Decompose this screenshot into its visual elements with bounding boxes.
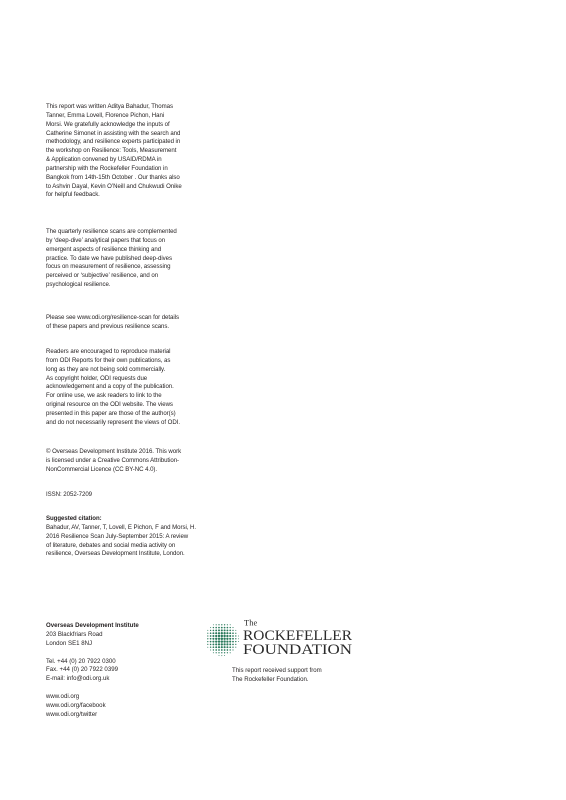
globe-dot bbox=[229, 638, 231, 640]
text-line: Tanner, Emma Lovell, Florence Pichon, Hani bbox=[46, 111, 165, 119]
text-line: to Ashvin Dayal, Kevin O’Neill and Chukwudi Onike bbox=[46, 182, 182, 190]
globe-dot bbox=[210, 641, 212, 643]
globe-dot bbox=[210, 649, 211, 650]
globe-dot bbox=[232, 646, 233, 647]
globe-dot bbox=[218, 635, 220, 637]
globe-dot bbox=[232, 630, 233, 631]
globe-dot bbox=[224, 655, 225, 656]
globe-dot bbox=[210, 644, 212, 646]
odi-name: Overseas Development Institute bbox=[46, 622, 139, 629]
text-line: and do not necessarily represent the views of ODI. bbox=[46, 418, 181, 426]
globe-dot bbox=[215, 646, 217, 648]
globe-dot bbox=[229, 646, 231, 648]
globe-dot bbox=[235, 630, 236, 631]
text-line: of these papers and previous resilience scans. bbox=[46, 322, 170, 330]
text-line: Bangkok from 14th-15th October . Our thanks also bbox=[46, 173, 180, 181]
text-line: presented in this paper are those of the author(s) bbox=[46, 409, 176, 417]
globe-dot bbox=[232, 641, 234, 643]
globe-dot bbox=[215, 629, 217, 631]
globe-dot bbox=[213, 630, 215, 632]
text-line: NonCommercial Licence (CC BY-NC 4.0). bbox=[46, 465, 158, 473]
globe-dot bbox=[221, 624, 222, 625]
globe-dot bbox=[221, 655, 222, 656]
globe-dot bbox=[235, 644, 236, 645]
globe-dot bbox=[224, 627, 226, 629]
text-line: emergent aspects of resilience thinking and bbox=[46, 245, 162, 253]
globe-dot bbox=[221, 643, 223, 645]
globe-dot bbox=[212, 643, 214, 645]
reproduction-notice bbox=[46, 348, 211, 428]
globe-dot bbox=[212, 635, 214, 637]
globe-dot bbox=[221, 638, 224, 641]
text-line: Please see www.odi.org/resilience-scan for details bbox=[46, 314, 179, 321]
globe-dot bbox=[218, 638, 220, 640]
logo-word-foundation: FOUNDATION bbox=[243, 642, 353, 658]
text-line: long as they are not being sold commercially. bbox=[46, 365, 166, 373]
globe-dot bbox=[238, 636, 239, 637]
globe-dot bbox=[229, 635, 231, 637]
globe-dot bbox=[235, 641, 236, 642]
text-line: Readers are encouraged to reproduce material bbox=[46, 348, 171, 355]
resilience-scan-link-paragraph bbox=[46, 314, 211, 332]
globe-dot bbox=[224, 649, 226, 651]
globe-dot bbox=[215, 632, 217, 634]
globe-dot bbox=[230, 652, 231, 653]
globe-dot bbox=[218, 624, 219, 625]
globe-dot bbox=[210, 627, 211, 628]
citation-line: resilience, Overseas Development Institute, London. bbox=[46, 550, 185, 558]
suggested-citation bbox=[46, 515, 211, 559]
globe-dot bbox=[226, 638, 228, 640]
globe-dot bbox=[210, 630, 211, 631]
globe-dot bbox=[207, 633, 208, 634]
globe-dot bbox=[224, 652, 225, 653]
address-line: London SE1 8NJ bbox=[46, 639, 93, 647]
globe-dot bbox=[210, 632, 212, 634]
authors-acknowledgements bbox=[46, 103, 211, 200]
text-line: practice. To date we have published deep-dives bbox=[46, 254, 172, 262]
globe-dot bbox=[226, 632, 228, 634]
globe-dot bbox=[223, 643, 225, 645]
globe-dot bbox=[215, 638, 217, 640]
globe-dot bbox=[207, 647, 208, 648]
text-line: the workshop on Resilience: Tools, Measurement bbox=[46, 147, 177, 155]
globe-dot bbox=[210, 647, 211, 648]
globe-dot bbox=[213, 627, 214, 628]
text-line: for helpful feedback. bbox=[46, 191, 100, 199]
globe-dot bbox=[221, 632, 223, 634]
support-line: The Rockefeller Foundation. bbox=[232, 675, 309, 683]
text-line: is licensed under a Creative Commons Attribution- bbox=[46, 456, 180, 464]
globe-dot bbox=[221, 640, 223, 642]
globe-dot bbox=[230, 627, 231, 628]
copyright-notice bbox=[46, 448, 211, 475]
globe-dot bbox=[238, 641, 239, 642]
issn bbox=[46, 491, 211, 500]
globe-dot bbox=[232, 632, 234, 634]
rockefeller-foundation-logo bbox=[204, 616, 359, 662]
citation-line: 2016 Resilience Scan July-September 2015: A review bbox=[46, 532, 189, 540]
globe-dot bbox=[238, 638, 239, 639]
globe-dot bbox=[229, 643, 231, 645]
text-line: acknowledgement and a copy of the publication. bbox=[46, 383, 174, 391]
website-link[interactable]: www.odi.org bbox=[46, 693, 80, 701]
text-line: For online use, we ask readers to link to the bbox=[46, 392, 162, 400]
globe-dot bbox=[229, 630, 231, 632]
globe-dot bbox=[218, 629, 220, 631]
twitter-link[interactable]: www.odi.org/twitter bbox=[46, 710, 98, 718]
text-line: & Application convened by USAID/RDMA in bbox=[46, 156, 162, 164]
globe-dot bbox=[213, 652, 214, 653]
globe-dot bbox=[232, 627, 233, 628]
globe-dot bbox=[226, 643, 228, 645]
globe-dot bbox=[213, 646, 215, 648]
text-line: partnership with the Rockefeller Foundation in bbox=[46, 164, 168, 172]
address-line: 203 Blackfriars Road bbox=[46, 630, 103, 638]
email-address[interactable]: E-mail: info@odi.org.uk bbox=[46, 675, 110, 683]
globe-dot bbox=[212, 641, 214, 643]
globe-dot bbox=[210, 638, 212, 640]
text-line: methodology, and resilience experts participated in bbox=[46, 138, 181, 146]
text-line: Catherine Simonet in assisting with the search and bbox=[46, 129, 181, 137]
citation-line: of literature, debates and social media activity on bbox=[46, 541, 176, 549]
globe-dot bbox=[230, 624, 231, 625]
globe-dot bbox=[218, 632, 220, 634]
globe-dot bbox=[224, 629, 226, 631]
globe-dot bbox=[213, 624, 214, 625]
globe-dot bbox=[221, 635, 223, 637]
globe-dot bbox=[221, 652, 222, 653]
globe-dot bbox=[223, 635, 225, 637]
globe-dot bbox=[223, 638, 225, 640]
odi-contact-block bbox=[46, 622, 196, 720]
text-line: As copyright holder, ODI requests due bbox=[46, 374, 148, 382]
text-line: from ODI Reports for their own publications, as bbox=[46, 356, 171, 364]
text-line: This report was written Aditya Bahadur, Thomas bbox=[46, 103, 173, 110]
globe-dot bbox=[218, 649, 220, 651]
facebook-link[interactable]: www.odi.org/facebook bbox=[46, 701, 106, 709]
globe-dot bbox=[232, 649, 233, 650]
globe-dot bbox=[227, 624, 228, 625]
globe-dot bbox=[212, 632, 214, 634]
globe-dot bbox=[221, 627, 223, 629]
text-line: perceived or ‘subjective’ resilience, and on bbox=[46, 272, 159, 280]
globe-dot bbox=[232, 644, 234, 646]
logo-word-the: The bbox=[244, 617, 258, 628]
citation-heading: Suggested citation: bbox=[46, 515, 102, 522]
globe-dot bbox=[223, 632, 225, 634]
globe-dot bbox=[221, 646, 223, 648]
globe-dot bbox=[207, 644, 208, 645]
globe-dot bbox=[235, 633, 236, 634]
globe-dot bbox=[216, 652, 217, 653]
globe-dot bbox=[221, 629, 223, 631]
globe-dot bbox=[226, 640, 228, 642]
globe-dot bbox=[226, 635, 228, 637]
text-line: focus on measurement of resilience, assessing bbox=[46, 263, 171, 271]
globe-dot bbox=[215, 640, 217, 642]
globe-dot bbox=[227, 649, 229, 651]
globe-dot bbox=[235, 647, 236, 648]
fax-number: Fax. +44 (0) 20 7922 0399 bbox=[46, 666, 118, 674]
issn-number: ISSN: 2052-7209 bbox=[46, 491, 93, 498]
globe-dot bbox=[224, 624, 225, 625]
globe-dot bbox=[216, 624, 217, 625]
text-line: Morsi. We gratefully acknowledge the inputs of bbox=[46, 120, 170, 128]
globe-dot bbox=[210, 635, 212, 637]
globe-dot bbox=[213, 649, 214, 650]
globe-dot bbox=[207, 630, 208, 631]
globe-dot bbox=[221, 649, 223, 651]
globe-dot bbox=[235, 635, 236, 636]
text-line: psychological resilience. bbox=[46, 281, 111, 289]
globe-dot bbox=[207, 635, 208, 636]
logo-word-rockefeller: ROCKEFELLER bbox=[243, 628, 353, 644]
globe-dot bbox=[223, 640, 225, 642]
text-line: original resource on the ODI website. The views bbox=[46, 401, 173, 409]
globe-dot bbox=[207, 638, 208, 639]
support-line: This report received support from bbox=[232, 667, 322, 674]
globe-dot bbox=[232, 638, 234, 640]
globe-dot bbox=[218, 646, 220, 648]
globe-dot bbox=[232, 635, 234, 637]
globe-dot bbox=[215, 649, 217, 651]
globe-dot bbox=[227, 652, 228, 653]
globe-dot bbox=[227, 627, 229, 629]
globe-icon bbox=[207, 624, 239, 656]
globe-dot bbox=[212, 638, 214, 640]
deep-dive-series-paragraph bbox=[46, 228, 211, 290]
text-line: by ‘deep-dive’ analytical papers that focus on bbox=[46, 236, 166, 244]
phone-number: Tel. +44 (0) 20 7922 0300 bbox=[46, 657, 116, 665]
text-line: The quarterly resilience scans are complemented bbox=[46, 228, 177, 235]
globe-dot bbox=[218, 652, 219, 653]
text-line: © Overseas Development Institute 2016. This work bbox=[46, 448, 182, 455]
globe-dot bbox=[229, 632, 231, 634]
citation-line: Bahadur, AV, Tanner, T, Lovell, E Pichon, F and Morsi, H. bbox=[46, 523, 197, 531]
globe-dot bbox=[224, 646, 226, 648]
globe-dot bbox=[215, 627, 217, 629]
globe-dot bbox=[229, 649, 230, 650]
globe-dot bbox=[219, 655, 220, 656]
globe-dot bbox=[218, 627, 220, 629]
globe-dot bbox=[229, 641, 231, 643]
globe-dot bbox=[226, 646, 228, 648]
globe-dot bbox=[215, 643, 217, 645]
globe-dot bbox=[226, 629, 228, 631]
support-statement bbox=[232, 667, 372, 685]
globe-dot bbox=[207, 641, 208, 642]
globe-dot bbox=[218, 640, 220, 642]
globe-dot bbox=[235, 638, 236, 639]
globe-dot bbox=[218, 643, 220, 645]
globe-dot bbox=[215, 635, 217, 637]
